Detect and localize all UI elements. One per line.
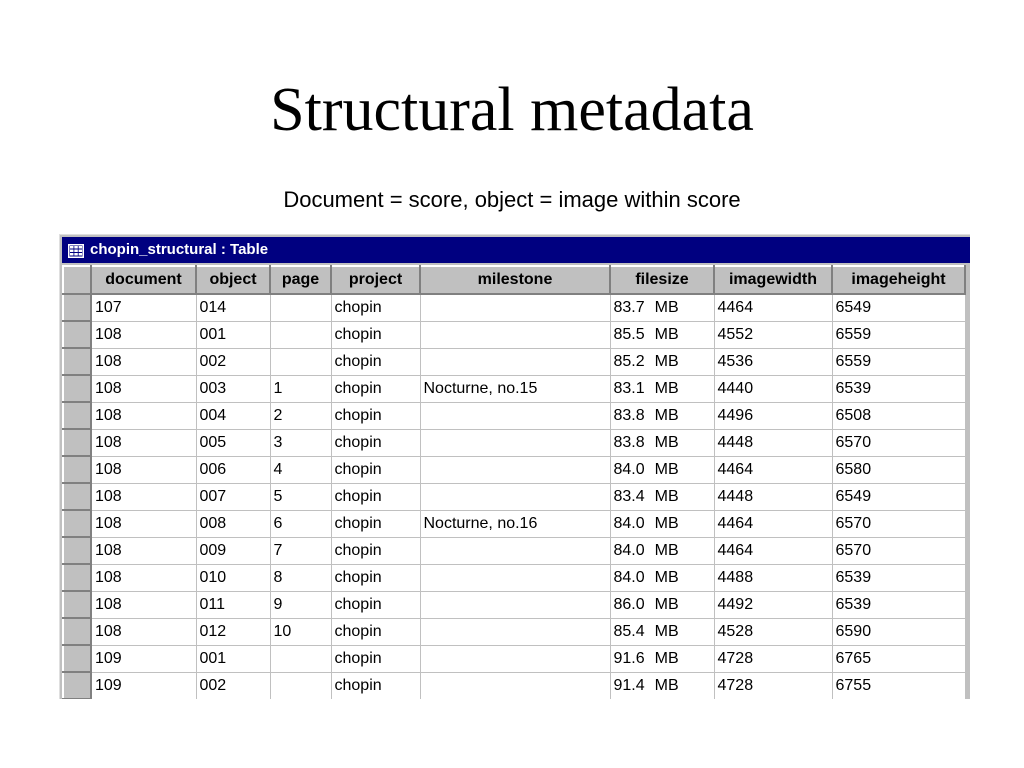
cell-object[interactable]: 007 xyxy=(196,483,270,510)
table-window xyxy=(59,234,970,699)
cell-milestone[interactable] xyxy=(420,537,610,564)
filesize-value: 86.0 xyxy=(613,595,645,613)
filesize-unit: MB xyxy=(654,460,679,478)
filesize-value: 91.6 xyxy=(613,649,645,667)
cell-object[interactable]: 012 xyxy=(196,618,270,645)
filesize-value: 83.7 xyxy=(613,298,645,316)
cell-imagewidth[interactable]: 4536 xyxy=(714,348,832,375)
record-selector[interactable] xyxy=(63,294,91,321)
cell-project[interactable]: chopin xyxy=(331,375,420,402)
cell-milestone[interactable] xyxy=(420,645,610,672)
table-row[interactable] xyxy=(63,510,965,537)
cell-milestone[interactable]: Nocturne, no.15 xyxy=(420,375,610,402)
cell-filesize[interactable] xyxy=(610,429,714,456)
cell-object[interactable]: 008 xyxy=(196,510,270,537)
filesize-unit: MB xyxy=(654,649,679,667)
table-row[interactable] xyxy=(63,348,965,375)
table-row[interactable] xyxy=(63,672,965,699)
cell-imageheight[interactable]: 6755 xyxy=(832,672,965,699)
cell-filesize[interactable] xyxy=(610,564,714,591)
column-header-imageheight[interactable]: imageheight xyxy=(832,266,965,294)
cell-project[interactable]: chopin xyxy=(331,618,420,645)
filesize-value: 84.0 xyxy=(613,568,645,586)
filesize-unit: MB xyxy=(654,325,679,343)
slide-subtitle: Document = score, object = image within score xyxy=(283,187,741,212)
table-body xyxy=(63,294,965,699)
cell-filesize[interactable] xyxy=(610,510,714,537)
cell-milestone[interactable] xyxy=(420,672,610,699)
filesize-unit: MB xyxy=(654,514,679,532)
table-row[interactable] xyxy=(63,483,965,510)
window-title: chopin_structural : Table xyxy=(90,241,269,258)
cell-page[interactable] xyxy=(270,645,331,672)
cell-project[interactable]: chopin xyxy=(331,321,420,348)
filesize-value: 83.1 xyxy=(613,379,645,397)
cell-imagewidth[interactable]: 4496 xyxy=(714,402,832,429)
cell-filesize[interactable] xyxy=(610,645,714,672)
filesize-value: 84.0 xyxy=(613,541,645,559)
cell-project[interactable]: chopin xyxy=(331,429,420,456)
cell-object[interactable]: 014 xyxy=(196,294,270,321)
cell-page[interactable]: 10 xyxy=(270,618,331,645)
cell-milestone[interactable] xyxy=(420,429,610,456)
cell-document[interactable]: 108 xyxy=(91,483,196,510)
filesize-unit: MB xyxy=(654,595,679,613)
cell-object[interactable]: 002 xyxy=(196,672,270,699)
cell-imagewidth[interactable]: 4488 xyxy=(714,564,832,591)
cell-document[interactable]: 108 xyxy=(91,510,196,537)
filesize-unit: MB xyxy=(654,406,679,424)
column-header-milestone[interactable]: milestone xyxy=(420,266,610,294)
cell-imagewidth[interactable]: 4448 xyxy=(714,483,832,510)
select-all-corner[interactable] xyxy=(63,266,91,294)
filesize-value: 83.8 xyxy=(613,433,645,451)
cell-filesize[interactable] xyxy=(610,456,714,483)
table-row[interactable] xyxy=(63,564,965,591)
cell-page[interactable] xyxy=(270,321,331,348)
cell-object[interactable]: 009 xyxy=(196,537,270,564)
cell-page[interactable]: 2 xyxy=(270,402,331,429)
cell-imagewidth[interactable]: 4728 xyxy=(714,672,832,699)
cell-milestone[interactable] xyxy=(420,348,610,375)
filesize-value: 83.8 xyxy=(613,406,645,424)
cell-page[interactable]: 7 xyxy=(270,537,331,564)
filesize-unit: MB xyxy=(654,298,679,316)
cell-milestone[interactable] xyxy=(420,456,610,483)
data-grid xyxy=(62,265,966,699)
cell-milestone[interactable] xyxy=(420,294,610,321)
cell-project[interactable]: chopin xyxy=(331,402,420,429)
cell-document[interactable]: 108 xyxy=(91,348,196,375)
cell-object[interactable]: 005 xyxy=(196,429,270,456)
filesize-value: 91.4 xyxy=(613,676,645,694)
cell-page[interactable]: 6 xyxy=(270,510,331,537)
cell-imageheight[interactable]: 6570 xyxy=(832,510,965,537)
cell-document[interactable]: 109 xyxy=(91,645,196,672)
cell-page[interactable]: 8 xyxy=(270,564,331,591)
table-row[interactable] xyxy=(63,429,965,456)
record-selector[interactable] xyxy=(63,564,91,591)
record-selector[interactable] xyxy=(63,537,91,564)
filesize-unit: MB xyxy=(654,352,679,370)
cell-imageheight[interactable]: 6559 xyxy=(832,321,965,348)
filesize-unit: MB xyxy=(654,379,679,397)
column-header-object[interactable]: object xyxy=(196,266,270,294)
record-selector[interactable] xyxy=(63,645,91,672)
cell-imageheight[interactable]: 6559 xyxy=(832,348,965,375)
record-selector[interactable] xyxy=(63,510,91,537)
filesize-value: 84.0 xyxy=(613,460,645,478)
cell-object[interactable]: 002 xyxy=(196,348,270,375)
cell-filesize[interactable] xyxy=(610,483,714,510)
table-row[interactable] xyxy=(63,645,965,672)
cell-imageheight[interactable]: 6570 xyxy=(832,537,965,564)
record-selector[interactable] xyxy=(63,348,91,375)
cell-project[interactable]: chopin xyxy=(331,591,420,618)
cell-project[interactable]: chopin xyxy=(331,294,420,321)
cell-imageheight[interactable]: 6580 xyxy=(832,456,965,483)
cell-imagewidth[interactable]: 4464 xyxy=(714,537,832,564)
table-row[interactable] xyxy=(63,456,965,483)
cell-imageheight[interactable]: 6570 xyxy=(832,429,965,456)
filesize-value: 84.0 xyxy=(613,514,645,532)
table-icon xyxy=(68,241,84,255)
cell-project[interactable]: chopin xyxy=(331,672,420,699)
table-row[interactable] xyxy=(63,591,965,618)
record-selector[interactable] xyxy=(63,591,91,618)
filesize-value: 83.4 xyxy=(613,487,645,505)
cell-imageheight[interactable]: 6765 xyxy=(832,645,965,672)
record-selector[interactable] xyxy=(63,483,91,510)
record-selector[interactable] xyxy=(63,402,91,429)
record-selector[interactable] xyxy=(63,321,91,348)
cell-page[interactable]: 1 xyxy=(270,375,331,402)
cell-object[interactable]: 011 xyxy=(196,591,270,618)
column-header-project[interactable]: project xyxy=(331,266,420,294)
filesize-value: 85.2 xyxy=(613,352,645,370)
filesize-unit: MB xyxy=(654,541,679,559)
cell-imagewidth[interactable]: 4448 xyxy=(714,429,832,456)
cell-document[interactable]: 108 xyxy=(91,537,196,564)
cell-page[interactable] xyxy=(270,672,331,699)
cell-milestone[interactable]: Nocturne, no.16 xyxy=(420,510,610,537)
cell-document[interactable]: 108 xyxy=(91,591,196,618)
cell-document[interactable]: 108 xyxy=(91,618,196,645)
column-header-filesize[interactable]: filesize xyxy=(610,266,714,294)
cell-project[interactable]: chopin xyxy=(331,348,420,375)
cell-project[interactable]: chopin xyxy=(331,510,420,537)
cell-object[interactable]: 010 xyxy=(196,564,270,591)
cell-imageheight[interactable]: 6590 xyxy=(832,618,965,645)
cell-imagewidth[interactable]: 4552 xyxy=(714,321,832,348)
window-titlebar[interactable] xyxy=(62,237,970,263)
cell-project[interactable]: chopin xyxy=(331,537,420,564)
record-selector[interactable] xyxy=(63,672,91,699)
cell-milestone[interactable] xyxy=(420,483,610,510)
record-selector[interactable] xyxy=(63,375,91,402)
cell-milestone[interactable] xyxy=(420,618,610,645)
cell-filesize[interactable] xyxy=(610,618,714,645)
cell-filesize[interactable] xyxy=(610,375,714,402)
cell-object[interactable]: 006 xyxy=(196,456,270,483)
filesize-value: 85.4 xyxy=(613,622,645,640)
table-row[interactable] xyxy=(63,618,965,645)
cell-document[interactable]: 109 xyxy=(91,672,196,699)
cell-filesize[interactable] xyxy=(610,591,714,618)
filesize-unit: MB xyxy=(654,433,679,451)
cell-page[interactable]: 5 xyxy=(270,483,331,510)
cell-project[interactable]: chopin xyxy=(331,483,420,510)
table-row[interactable] xyxy=(63,321,965,348)
cell-page[interactable]: 4 xyxy=(270,456,331,483)
table-row[interactable] xyxy=(63,294,965,321)
filesize-unit: MB xyxy=(654,622,679,640)
cell-milestone[interactable] xyxy=(420,591,610,618)
cell-imagewidth[interactable]: 4528 xyxy=(714,618,832,645)
cell-imageheight[interactable]: 6549 xyxy=(832,483,965,510)
table-row[interactable] xyxy=(63,402,965,429)
cell-imageheight[interactable]: 6539 xyxy=(832,375,965,402)
cell-document[interactable]: 108 xyxy=(91,402,196,429)
cell-page[interactable] xyxy=(270,348,331,375)
column-header-page[interactable]: page xyxy=(270,266,331,294)
cell-imagewidth[interactable]: 4464 xyxy=(714,456,832,483)
cell-imageheight[interactable]: 6508 xyxy=(832,402,965,429)
cell-document[interactable]: 108 xyxy=(91,429,196,456)
cell-imagewidth[interactable]: 4728 xyxy=(714,645,832,672)
cell-object[interactable]: 004 xyxy=(196,402,270,429)
cell-imagewidth[interactable]: 4492 xyxy=(714,591,832,618)
cell-imagewidth[interactable]: 4464 xyxy=(714,294,832,321)
filesize-unit: MB xyxy=(654,487,679,505)
cell-object[interactable]: 001 xyxy=(196,321,270,348)
cell-page[interactable]: 9 xyxy=(270,591,331,618)
cell-page[interactable]: 3 xyxy=(270,429,331,456)
record-selector[interactable] xyxy=(63,429,91,456)
cell-filesize[interactable] xyxy=(610,672,714,699)
filesize-unit: MB xyxy=(654,568,679,586)
cell-filesize[interactable] xyxy=(610,321,714,348)
column-header-imagewidth[interactable]: imagewidth xyxy=(714,266,832,294)
filesize-value: 85.5 xyxy=(613,325,645,343)
cell-filesize[interactable] xyxy=(610,348,714,375)
column-header-document[interactable]: document xyxy=(91,266,196,294)
cell-milestone[interactable] xyxy=(420,321,610,348)
cell-filesize[interactable] xyxy=(610,294,714,321)
slide-title: Structural metadata xyxy=(270,76,754,144)
record-selector[interactable] xyxy=(63,618,91,645)
table-row[interactable] xyxy=(63,537,965,564)
cell-filesize[interactable] xyxy=(610,537,714,564)
cell-filesize[interactable] xyxy=(610,402,714,429)
cell-object[interactable]: 001 xyxy=(196,645,270,672)
cell-imagewidth[interactable]: 4440 xyxy=(714,375,832,402)
cell-page[interactable] xyxy=(270,294,331,321)
cell-imageheight[interactable]: 6539 xyxy=(832,591,965,618)
cell-document[interactable]: 108 xyxy=(91,564,196,591)
cell-milestone[interactable] xyxy=(420,564,610,591)
cell-object[interactable]: 003 xyxy=(196,375,270,402)
filesize-unit: MB xyxy=(654,676,679,694)
cell-imagewidth[interactable]: 4464 xyxy=(714,510,832,537)
cell-document[interactable]: 108 xyxy=(91,375,196,402)
cell-document[interactable]: 108 xyxy=(91,321,196,348)
cell-project[interactable]: chopin xyxy=(331,456,420,483)
header-row xyxy=(63,266,965,294)
cell-document[interactable]: 108 xyxy=(91,456,196,483)
record-selector[interactable] xyxy=(63,456,91,483)
cell-project[interactable]: chopin xyxy=(331,564,420,591)
table-row[interactable] xyxy=(63,375,965,402)
cell-project[interactable]: chopin xyxy=(331,645,420,672)
cell-document[interactable]: 107 xyxy=(91,294,196,321)
cell-imageheight[interactable]: 6549 xyxy=(832,294,965,321)
cell-imageheight[interactable]: 6539 xyxy=(832,564,965,591)
cell-milestone[interactable] xyxy=(420,402,610,429)
